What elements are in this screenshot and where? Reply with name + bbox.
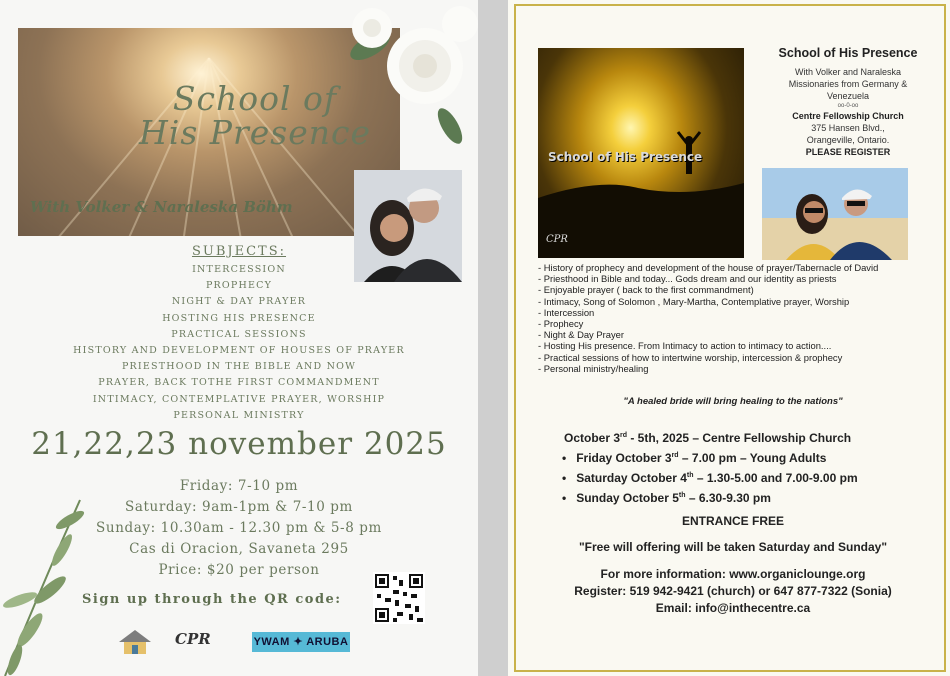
right-title: School of His Presence — [778, 46, 918, 60]
schedule-day: Saturday October 4 — [576, 471, 687, 485]
entrance-note: ENTRANCE FREE — [681, 514, 784, 528]
page-gap — [478, 0, 508, 676]
schedule-item: Sunday: 10.30am - 12.30 pm & 5-8 pm — [96, 520, 382, 536]
date-suffix: th — [686, 472, 694, 479]
subject-item: PROPHECY — [205, 280, 273, 292]
info-email: Email: info@inthecentre.ca — [655, 601, 811, 615]
schedule-item — [562, 447, 858, 467]
topic-item: - Prophecy — [538, 318, 584, 330]
event-date-range — [564, 431, 851, 445]
subject-item: PRACTICAL SESSIONS — [171, 328, 307, 340]
hosts-line: Missionaries from Germany & — [788, 79, 908, 89]
topics-list — [538, 262, 938, 374]
cpr-logo: CPR — [175, 630, 211, 648]
date-suffix: rd — [620, 432, 628, 439]
topic-item: - Priesthood in Bible and today... Gods dream and our identity as priests — [538, 273, 837, 285]
couple-beach-photo — [762, 168, 908, 260]
ywam-aruba-logo: YWAM ✦ ARUBA — [252, 632, 350, 652]
info-register: Register: 519 942-9421 (church) or 647 877-7322 (Sonia) — [574, 584, 892, 598]
hosts-subtitle: With Volker & Naraleska Böhm — [30, 198, 293, 216]
white-flowers-image — [330, 6, 478, 156]
right-header — [748, 46, 948, 158]
topic-item: - Hosting His presence. From Intimacy to action to intimacy to action.... — [538, 340, 832, 352]
right-schedule-list — [562, 447, 858, 507]
topic-item: - Intimacy, Song of Solomon , Mary-Martha, Contemplative prayer, Worship — [538, 295, 850, 307]
golden-sun-image — [538, 48, 744, 258]
subject-item: PRAYER, BACK TOTHE FIRST COMMANDMENT — [98, 377, 380, 389]
event-dates: 21,22,23 november 2025 — [31, 426, 447, 462]
register-note: PLEASE REGISTER — [805, 147, 891, 157]
topic-item: - Personal ministry/healing — [538, 362, 649, 374]
qr-code-icon[interactable] — [373, 572, 425, 624]
schedule-day: Friday October 3 — [576, 451, 672, 465]
schedule-item: Friday: 7-10 pm — [179, 478, 299, 494]
contact-info — [538, 566, 928, 617]
schedule-item: Saturday: 9am-1pm & 7-10 pm — [125, 499, 353, 515]
schedule-item: Price: $20 per person — [158, 562, 320, 578]
house-of-prayer-logo — [115, 626, 155, 658]
signup-text: Sign up through the QR code: — [82, 592, 342, 607]
venue-name: Centre Fellowship Church — [792, 111, 904, 121]
topic-item: - History of prophecy and development of the house of prayer/Tabernacle of David — [538, 262, 879, 273]
subjects-heading: SUBJECTS: — [191, 244, 287, 259]
title-line-1: School of — [172, 79, 338, 118]
schedule-item — [562, 467, 858, 487]
image-logo: CPR — [546, 234, 568, 245]
schedule-item — [562, 487, 858, 507]
topic-item: - Night & Day Prayer — [538, 329, 624, 341]
subject-item: PERSONAL MINISTRY — [173, 409, 305, 421]
quote-text: "A healed bride will bring healing to the nations" — [623, 396, 843, 407]
schedule-time: – 6.30-9.30 pm — [685, 491, 771, 505]
date-part: - 5th, 2025 – Centre Fellowship Church — [627, 431, 852, 445]
date-part: October 3 — [564, 431, 621, 445]
title-line-2: His Presence — [139, 113, 371, 152]
info-website: For more information: www.organiclounge.org — [600, 567, 866, 581]
right-flyer — [508, 0, 950, 676]
divider-text: oo-0-oo — [837, 103, 859, 109]
olive-leaves-decoration — [0, 480, 100, 676]
date-suffix: rd — [671, 452, 679, 459]
subject-item: INTIMACY, CONTEMPLATIVE PRAYER, WORSHIP — [92, 393, 386, 405]
schedule-time: – 1.30-5.00 and 7.00-9.00 pm — [693, 471, 858, 485]
schedule-time: – 7.00 pm – Young Adults — [678, 451, 827, 465]
subject-item: NIGHT & DAY PRAYER — [171, 296, 307, 308]
image-title-text: School of His Presence — [548, 150, 703, 164]
subject-item: HOSTING HIS PRESENCE — [162, 312, 316, 324]
subject-item: HISTORY AND DEVELOPMENT OF HOUSES OF PRAYER — [73, 345, 405, 357]
schedule-day: Sunday October 5 — [576, 491, 679, 505]
subject-item: PRIESTHOOD IN THE BIBLE AND NOW — [121, 361, 357, 373]
offering-note: "Free will offering will be taken Saturday and Sunday" — [578, 540, 888, 554]
topic-item: - Practical sessions of how to intertwine worship, intercession & prophecy — [538, 351, 843, 363]
hosts-line: Venezuela — [826, 91, 870, 101]
date-suffix: th — [678, 492, 686, 499]
hosts-line: With Volker and Naraleska — [794, 67, 902, 77]
subject-item: INTERCESSION — [192, 264, 286, 275]
topic-item: - Intercession — [538, 306, 595, 318]
address-line: Orangeville, Ontario. — [806, 135, 890, 145]
topic-item: - Enjoyable prayer ( back to the first commandment) — [538, 284, 754, 296]
schedule-item: Cas di Oracion, Savaneta 295 — [129, 541, 349, 557]
subjects-list — [0, 262, 478, 424]
address-line: 375 Hansen Blvd., — [811, 123, 885, 133]
